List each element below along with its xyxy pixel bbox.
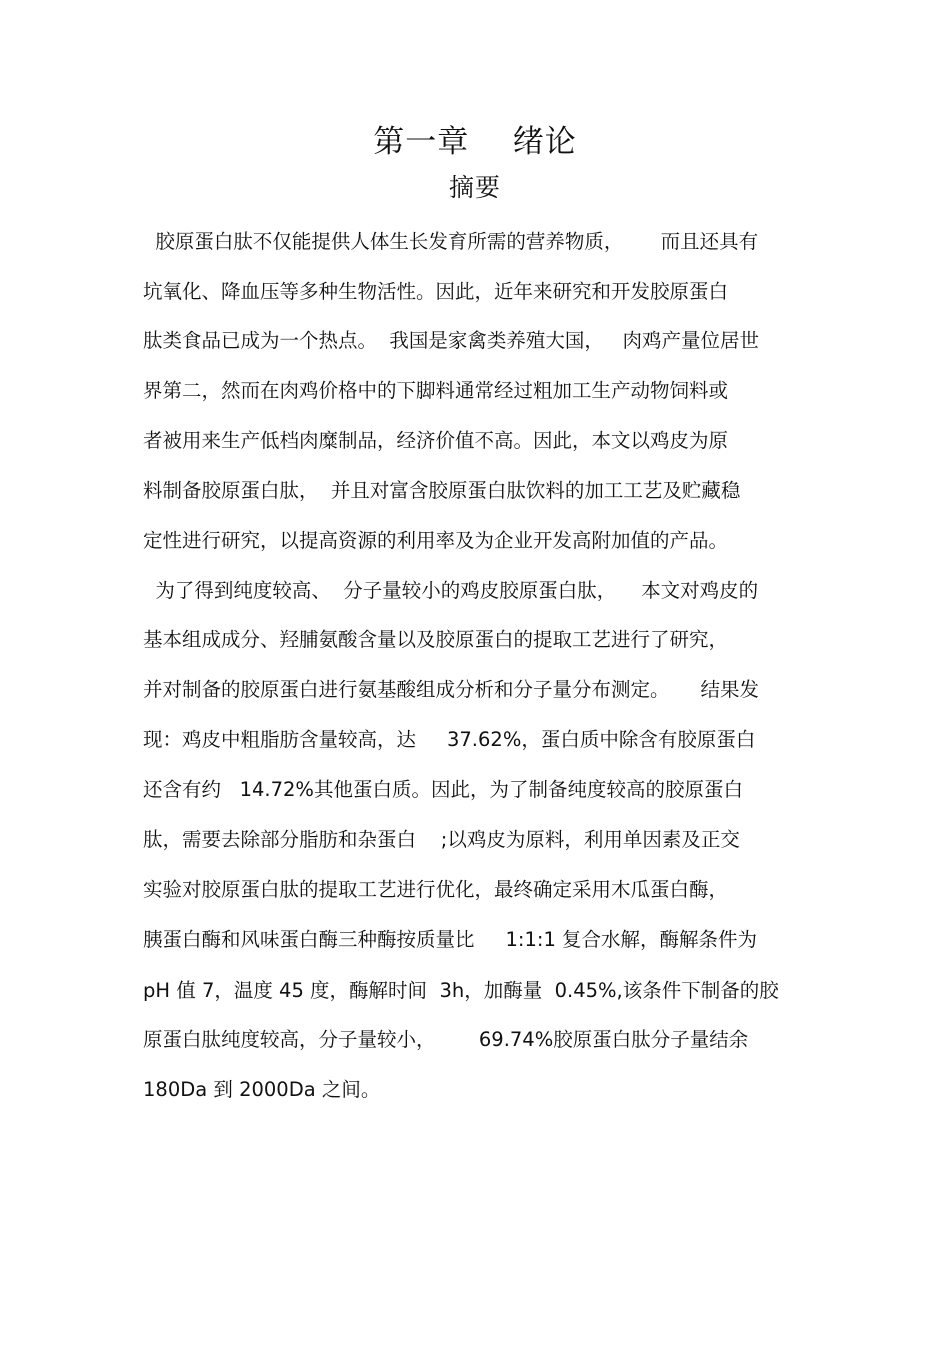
- body-line: 胰蛋白酶和风味蛋白酶三种酶按质量比 1:1:1 复合水解，酶解条件为: [143, 928, 758, 951]
- body-line: 坑氧化、降血压等多种生物活性。因此，近年来研究和开发胶原蛋白: [143, 280, 729, 303]
- body-line: 并对制备的胶原蛋白进行氨基酸组成分析和分子量分布测定。 结果发: [143, 678, 759, 701]
- body-line: 还含有约 14.72%其他蛋白质。因此，为了制备纯度较高的胶原蛋白: [143, 778, 743, 801]
- body-line: 基本组成成分、羟脯氨酸含量以及胶原蛋白的提取工艺进行了研究，: [143, 628, 729, 651]
- body-line: 肽，需要去除部分脂肪和杂蛋白 ;以鸡皮为原料，利用单因素及正交: [143, 828, 740, 851]
- body-line: 界第二，然而在肉鸡价格中的下脚料通常经过粗加工生产动物饲料或: [143, 379, 729, 402]
- body-line: 现：鸡皮中粗脂肪含量较高，达 37.62%，蛋白质中除含有胶原蛋白: [143, 728, 756, 751]
- body-line: 胶原蛋白肽不仅能提供人体生长发育所需的营养物质， 而且还具有: [143, 230, 759, 253]
- chapter-title: 第一章 绪论: [373, 124, 577, 160]
- section-title: 摘要: [448, 173, 501, 202]
- body-line: pH 值 7，温度 45 度，酶解时间 3h，加酶量 0.45%,该条件下制备的胶: [143, 979, 779, 1002]
- body-line: 料制备胶原蛋白肽， 并且对富含胶原蛋白肽饮料的加工工艺及贮藏稳: [143, 479, 741, 502]
- body-line: 为了得到纯度较高、 分子量较小的鸡皮胶原蛋白肽， 本文对鸡皮的: [143, 579, 759, 602]
- body-line: 原蛋白肽纯度较高，分子量较小， 69.74%胶原蛋白肽分子量结余: [143, 1028, 749, 1051]
- body-line: 定性进行研究，以提高资源的利用率及为企业开发高附加值的产品。: [143, 529, 729, 552]
- body-line: 肽类食品已成为一个热点。 我国是家禽类养殖大国， 肉鸡产量位居世: [143, 329, 759, 352]
- body-line: 者被用来生产低档肉糜制品，经济价值不高。因此，本文以鸡皮为原: [143, 429, 729, 452]
- body-line: 实验对胶原蛋白肽的提取工艺进行优化，最终确定采用木瓜蛋白酶，: [143, 878, 729, 901]
- body-line: 180Da 到 2000Da 之间。: [143, 1078, 381, 1101]
